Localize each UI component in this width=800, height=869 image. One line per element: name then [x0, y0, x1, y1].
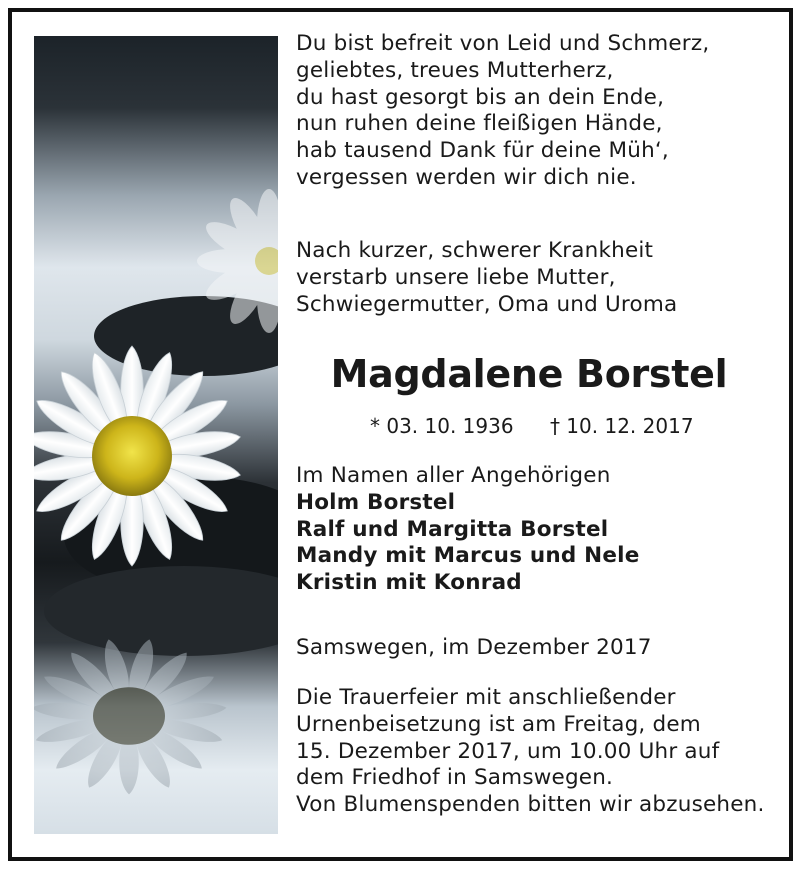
- life-dates: [370, 414, 694, 438]
- poem-line: geliebtes, treues Mutterherz,: [296, 57, 614, 83]
- family-section: [296, 463, 640, 597]
- family-member: Mandy mit Marcus und Nele: [296, 543, 640, 569]
- deceased-name: Magdalene Borstel: [330, 352, 728, 396]
- service-line: Die Trauerfeier mit anschließender: [296, 685, 676, 710]
- announcement-line: verstarb unsere liebe Mutter,: [296, 264, 616, 290]
- service-line: dem Friedhof in Samswegen.: [296, 765, 614, 791]
- family-intro: Im Namen aller Angehörigen: [296, 463, 611, 488]
- daisy-icon: [34, 36, 278, 834]
- announcement-line: Schwiegermutter, Oma und Uroma: [296, 291, 678, 317]
- poem-line: Du bist befreit von Leid und Schmerz,: [296, 31, 710, 56]
- family-member: Ralf und Margitta Borstel: [296, 516, 609, 542]
- death-announcement: [296, 238, 677, 318]
- poem-line: hab tausend Dank für deine Müh‘,: [296, 138, 669, 164]
- daisy-photo: [34, 36, 278, 834]
- poem-line: du hast gesorgt bis an dein Ende,: [296, 84, 665, 110]
- announcement-line: Nach kurzer, schwerer Krankheit: [296, 238, 654, 263]
- poem-line: vergessen werden wir dich nie.: [296, 164, 637, 190]
- service-line: Von Blumenspenden bitten wir abzusehen.: [296, 792, 765, 818]
- family-member: Holm Borstel: [296, 489, 456, 515]
- poem-line: nun ruhen deine fleißigen Hände,: [296, 111, 663, 137]
- death-date: † 10. 12. 2017: [549, 414, 694, 438]
- birth-date: * 03. 10. 1936: [370, 414, 514, 438]
- place-date: Samswegen, im Dezember 2017: [296, 635, 652, 660]
- service-line: 15. Dezember 2017, um 10.00 Uhr auf: [296, 738, 720, 764]
- service-line: Urnenbeisetzung ist am Freitag, dem: [296, 711, 701, 737]
- family-member: Kristin mit Konrad: [296, 570, 522, 596]
- poem: [296, 31, 709, 192]
- funeral-service-info: [296, 685, 765, 819]
